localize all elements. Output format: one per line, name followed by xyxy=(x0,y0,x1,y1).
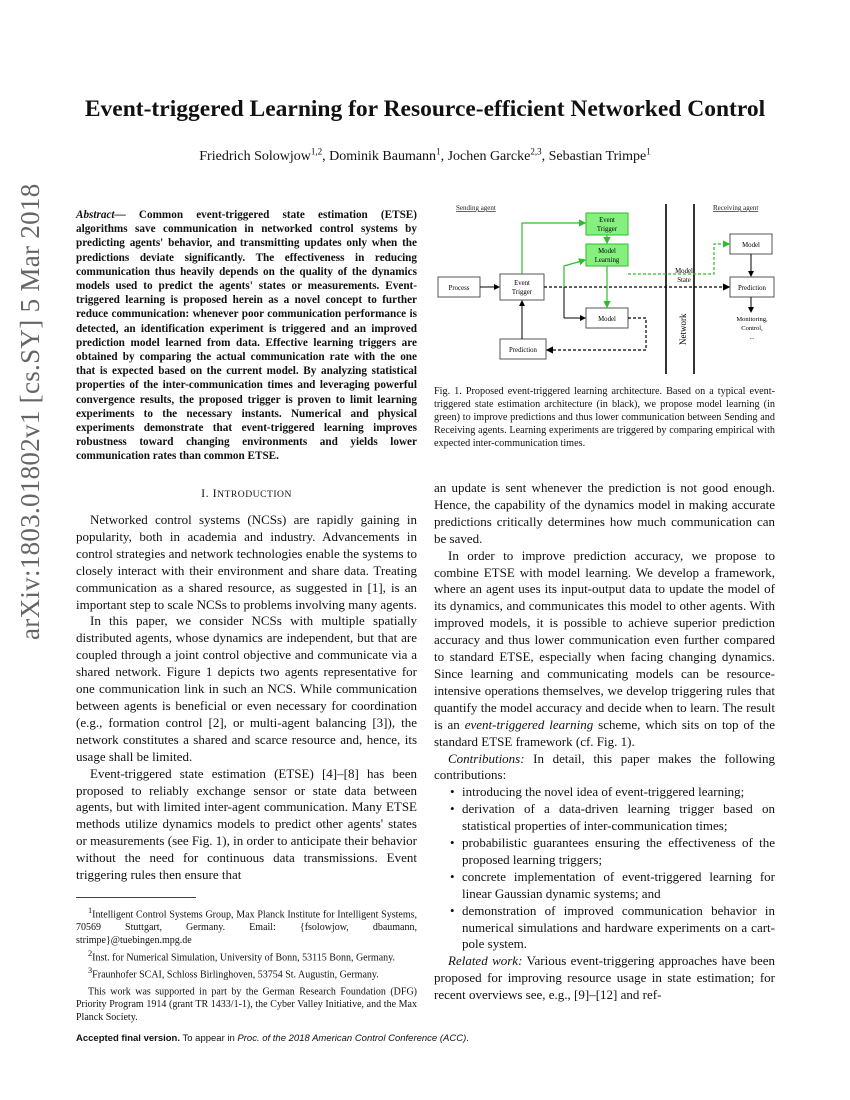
sending-agent-label: Sending agent xyxy=(456,204,496,212)
svg-text:Event: Event xyxy=(599,217,615,224)
figure-architecture-diagram xyxy=(434,200,779,380)
footnote-rule xyxy=(76,897,196,898)
paragraph: In this paper, we consider NCSs with multiple spatially distributed agents, whose dynamics are independent, but that are coupled through a joint control objective and communicate via a shared network. Figure 1 depicts two agents representative for one communication link in such an NCS. While communication between agents is beneficial or even necessary for coordination (e.g., formation control [2], or multi-agent balancing [3]), the network constitutes a shared and scarce resource and, hence, its usage shall be limited. xyxy=(76,613,417,764)
svg-text:Monitoring,: Monitoring, xyxy=(736,316,768,323)
list-item: • demonstration of improved communication behavior in numerical simulations and hardware experiments on a cart-pole system. xyxy=(434,903,775,954)
footnotes xyxy=(76,905,417,1025)
list-item: • concrete implementation of event-triggered learning for linear Gaussian dynamic systems; and xyxy=(434,869,775,903)
svg-text:Learning: Learning xyxy=(594,257,620,264)
paragraph: Related work: Various event-triggering approaches have been proposed for improving resource usage in state estimation; for recent overviews see, e.g., [9]–[12] and ref- xyxy=(434,953,775,1003)
author: Sebastian Trimpe$^1$ xyxy=(548,146,651,164)
author-list xyxy=(60,146,790,165)
paragraph: Networked control systems (NCSs) are rapidly gaining in popularity, both in academia and industry. Advancements in control strategies and network technologies enable the systems to closely interact with their environment and share data. Treating communication as a shared resource, as suggested in [1], is an important step to scale NCSs to problems involving many agents. xyxy=(76,512,417,612)
paragraph: Event-triggered state estimation (ETSE) [4]–[8] has been proposed to reliably exchange sensor or state data between agents, but with limited inter-agent communication. Many ETSE methods utilize dynamics models to predict other agents' states or measurements (see Fig. 1), in order to anticipate their behavior without the need for continuous data transmissions. Event triggering rules then ensure that xyxy=(76,765,417,883)
abstract-label: Abstract xyxy=(76,209,115,221)
paragraph: Contributions: In detail, this paper makes the following contributions: xyxy=(434,750,775,783)
figure-caption: Fig. 1. Proposed event-triggered learning architecture. Based on a typical event-triggered state estimation architecture (in black), we propose model learning (in green) to improve predictions and thus lower communication between Sending and Receiving agents. Learning experiments are triggered by comparing empirical with expected inter-communication times. xyxy=(434,386,775,449)
event-trigger-box xyxy=(500,274,544,300)
list-item: • probabilistic guarantees ensuring the effectiveness of the proposed learning triggers; xyxy=(434,835,775,869)
footnote: $^2$Inst. for Numerical Simulation, University of Bonn, 53115 Bonn, Germany. xyxy=(88,948,395,964)
svg-text:Model: Model xyxy=(598,316,616,323)
svg-text:Event: Event xyxy=(514,280,530,287)
svg-text:...: ... xyxy=(749,334,755,341)
svg-text:Model: Model xyxy=(598,248,616,255)
svg-text:Prediction: Prediction xyxy=(509,347,537,354)
right-column xyxy=(434,480,775,1004)
svg-text:Model: Model xyxy=(675,268,693,275)
receiving-agent-label: Receiving agent xyxy=(713,204,759,212)
footnote: $^3$Fraunhofer SCAI, Schloss Birlinghoven, 53754 St. Augustin, Germany. xyxy=(88,965,379,981)
author: Friedrich Solowjow$^{1,2}$, xyxy=(199,146,330,164)
svg-text:Model: Model xyxy=(742,242,760,249)
svg-text:Prediction: Prediction xyxy=(738,285,766,292)
arxiv-side-label: arXiv:1803.01802v1 [cs.SY] 5 Mar 2018 xyxy=(15,183,45,640)
svg-text:Trigger: Trigger xyxy=(511,289,533,296)
paper-title: Event-triggered Learning for Resource-efficient Networked Control xyxy=(84,96,766,122)
abstract: Abstract— Common event-triggered state estimation (ETSE) algorithms save communication in networked control systems by predicting agents' behavior, and transmitting updates only when the predictions deviate significantly. The effectiveness in reducing communication thus heavily depends on the quality of the dynamics models used to predict the agents' states or measurements. Event-triggered learning is proposed herein as a novel concept to further reduce communication: whenever poor communication performance is detected, an identification experiment is triggered and an improved prediction model learned from data. Effective learning triggers are obtained by comparing the actual communication rate with the one that is expected based on the current model. By analyzing statistical properties of the inter-communication times and leveraging powerful convergence results, the proposed trigger is proven to limit learning experiments to the necessary instants. Numerical and physical experiments demonstrate that event-triggered learning improves robustness toward changing environments and yields lower communication rates than common ETSE. xyxy=(76,209,417,463)
author: Jochen Garcke$^{2,3}$, xyxy=(447,146,549,164)
network-label: Network xyxy=(678,313,688,345)
contribution-list xyxy=(434,784,775,953)
paragraph: an update is sent whenever the prediction is not good enough. Hence, the capability of the dynamics model in making accurate predictions critically determines how much communication can be saved. xyxy=(434,480,775,546)
list-item: • derivation of a data-driven learning trigger based on statistical properties of inter-communication times; xyxy=(434,801,775,835)
publication-note: Accepted final version. To appear in Proc. of the 2018 American Control Conference (ACC). xyxy=(76,1033,469,1044)
footnote: This work was supported in part by the German Research Foundation (DFG) Priority Program 1914 (grant TR 1433/1-1), the Cyber Valley Initiative, and the Max Planck Society. xyxy=(76,986,417,1023)
svg-text:State: State xyxy=(677,277,691,284)
svg-text:Process: Process xyxy=(448,285,470,292)
section-heading: I. INTRODUCTION xyxy=(201,486,292,500)
svg-text:Trigger: Trigger xyxy=(596,226,618,233)
author: Dominik Baumann$^1$, xyxy=(329,146,448,164)
abstract-text: Common event-triggered state estimation (ETSE) algorithms save communication in networked control systems by predicting agents' behavior, and transmitting updates only when the predictions deviate significantly. The effectiveness in reducing communication thus heavily depends on the quality of the dynamics models used to predict the agents' states or measurements. Event-triggered learning is proposed herein as a novel concept to further reduce communication: whenever poor communication performance is detected, an identification experiment is triggered and an improved prediction model learned from data. Effective learning triggers are obtained by comparing the actual communication rate with the one that is expected based on the current model. By analyzing statistical properties of the inter-communication times and leveraging powerful convergence results, the proposed trigger is proven to limit learning experiments to the necessary instants. Numerical and physical experiments demonstrate that event-triggered learning improves robustness toward changing environments and yields lower communication rates than common ETSE. xyxy=(76,209,417,463)
paragraph: In order to improve prediction accuracy, we propose to combine ETSE with model learning. We develop a framework, where an agent uses its input-output data to update the model of its dynamics, and communicates this model to other agents. With improved models, it is possible to achieve superior prediction accuracy and thus lower communication even further compared to standard ETSE, especially when facing changing dynamics. Since learning and communicating models can be resource-intensive operations themselves, we develop triggering rules that quantify the model accuracy and decide when to learn. The result is an event-triggered learning scheme, which sits on top of the standard ETSE framework (cf. Fig. 1). xyxy=(434,547,776,749)
left-column xyxy=(76,512,417,884)
list-item: • introducing the novel idea of event-triggered learning; xyxy=(434,784,775,801)
footnote: $^1$Intelligent Control Systems Group, Max Planck Institute for Intelligent Systems, 70569 Stuttgart, Germany. Email: {fsolowjow, dbaumann, strimpe}@tuebingen.mpg.de xyxy=(76,906,417,946)
svg-text:Control,: Control, xyxy=(741,325,763,332)
